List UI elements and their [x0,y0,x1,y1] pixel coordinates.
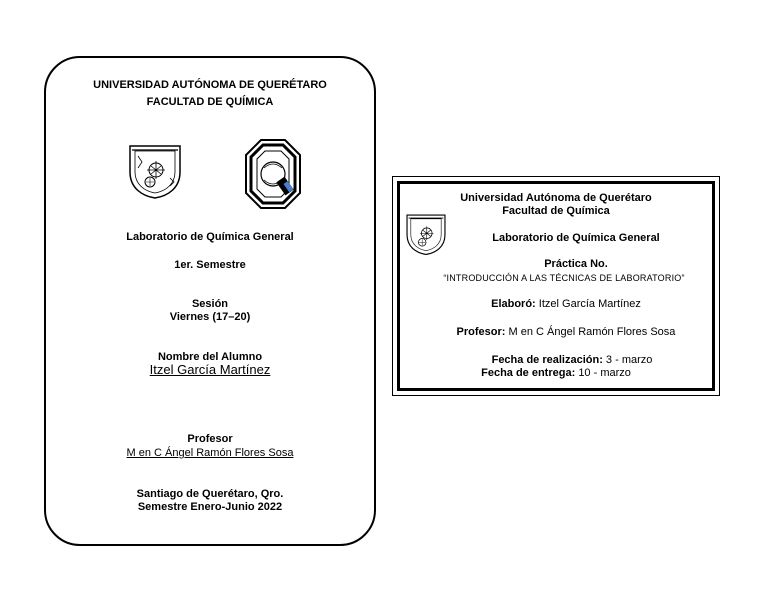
label-practice-title: “INTRODUCCIÓN A LAS TÉCNICAS DE LABORATORIO” [443,273,685,283]
cover-professor-label: Profesor [187,433,233,445]
uaq-shield-logo [126,142,184,200]
cover-page [44,56,376,546]
label-professor-name: M en C Ángel Ramón Flores Sosa [508,326,676,338]
label-date-due-label: Fecha de entrega: [481,367,576,379]
label-university: Universidad Autónoma de Querétaro [460,192,652,204]
label-date-due-value: 10 - marzo [578,367,631,379]
faculty-chemistry-logo [244,138,302,210]
label-date-done [416,354,728,367]
label-professor-label: Profesor: [456,326,506,338]
label-date-due [400,367,712,380]
cover-student-name: Itzel García Martínez [149,362,271,377]
label-date-done-value: 3 - marzo [605,354,653,366]
cover-city: Santiago de Querétaro, Qro. [136,488,284,500]
cover-professor-name: M en C Ángel Ramón Flores Sosa [126,447,294,459]
label-author-label: Elaboró: [491,298,536,310]
cover-session-value: Viernes (17–20) [169,311,251,323]
cover-period: Semestre Enero-Junio 2022 [137,501,283,513]
label-date-done-label: Fecha de realización: [491,354,603,366]
label-faculty: Facultad de Química [502,205,610,217]
cover-session-label: Sesión [191,298,229,310]
cover-faculty: FACULTAD DE QUÍMICA [146,96,274,108]
practice-label-card [392,176,720,396]
cover-semester: 1er. Semestre [174,259,246,271]
label-professor [410,326,722,339]
cover-university: UNIVERSIDAD AUTÓNOMA DE QUERÉTARO [93,79,327,91]
label-author [410,298,722,311]
label-lab: Laboratorio de Química General [492,232,660,244]
label-practice-label: Práctica No. [544,258,608,270]
cover-student-label: Nombre del Alumno [157,351,263,363]
practice-label-frame [397,181,715,391]
label-author-name: Itzel García Martínez [538,298,641,310]
cover-lab-title: Laboratorio de Química General [126,231,294,243]
